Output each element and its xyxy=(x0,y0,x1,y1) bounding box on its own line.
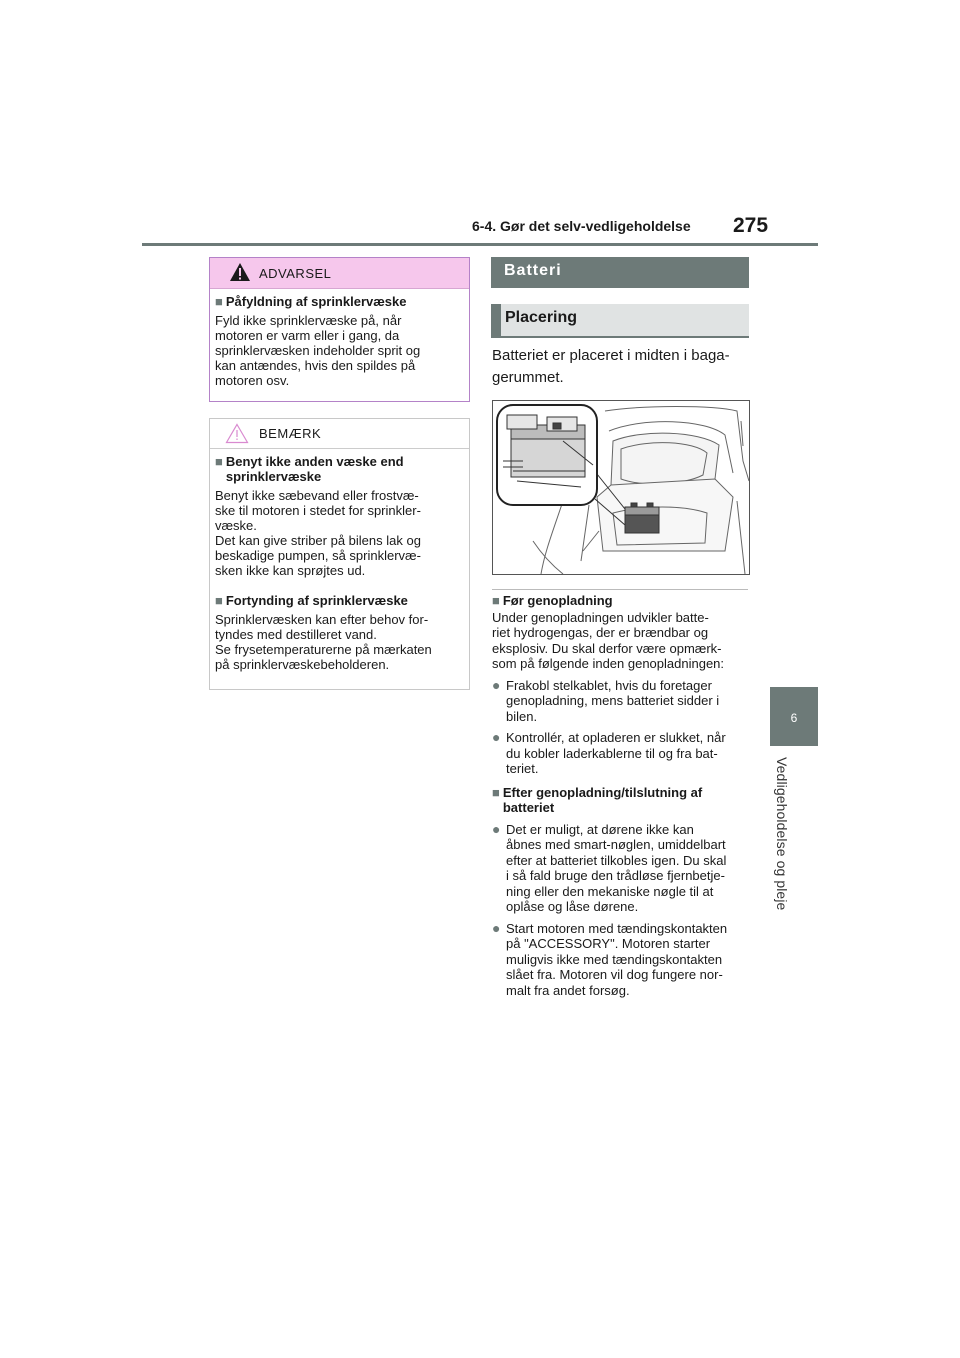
trunk-battery-drawing xyxy=(493,401,749,574)
square-bullet-icon: ■ xyxy=(492,784,500,800)
circle-bullet-icon: ● xyxy=(492,919,501,936)
square-bullet-icon: ■ xyxy=(215,593,223,608)
list-item: ● Kontrollér, at opladeren er slukket, når du kobler laderkablerne til og fra bat- teriet. xyxy=(492,729,726,776)
charging-instructions xyxy=(492,593,754,998)
chapter-label: Vedligeholdelse og pleje xyxy=(774,757,790,911)
warning-body: Fyld ikke sprinklervæske på, når motoren er varm eller i gang, da sprinklervæsken indeholder sprit og kan antændes, hvis den spildes på motoren osv. xyxy=(215,313,421,388)
notice-header xyxy=(210,419,469,449)
warning-title: ADVARSEL xyxy=(259,266,332,281)
warning-header xyxy=(210,258,469,289)
section-title: 6-4. Gør det selv-vedligeholdelse xyxy=(472,218,691,234)
subsection-heading: Placering xyxy=(505,309,578,326)
circle-bullet-icon: ● xyxy=(492,820,501,837)
caution-triangle-icon xyxy=(225,423,249,444)
section-heading: Batteri xyxy=(504,262,562,279)
list-item: ● Det er muligt, at dørene ikke kan åbnes med smart-nøglen, umiddelbart efter at batteriet tilkobles igen. Du skal i så fald bruge den trådløse fjernbetje- ning eller den mekaniske nøgle til at oplåse og låse dørene. xyxy=(492,820,727,914)
warning-heading: ■ Påfyldning af sprinklervæske xyxy=(215,294,407,309)
notice-box xyxy=(209,418,470,690)
notice-body-1: Benyt ikke sæbevand eller frostvæ- ske til motoren i stedet for sprinkler- væske. Det kan give striber på bilens lak og beskadige pumpen, så sprinklervæ- sken ikke kan sprøjtes ud. xyxy=(215,488,421,578)
battery-location-illustration xyxy=(492,400,750,575)
subsection-accent xyxy=(491,304,501,338)
notice-title: BEMÆRK xyxy=(259,426,322,441)
square-bullet-icon: ■ xyxy=(492,593,500,608)
list-item: ● Start motoren med tændingskontakten på "ACCESSORY". Motoren starter muligvis ikke med tændingskontakten slået fra. Motoren vil dog fungere nor- malt fra andet forsøg. xyxy=(492,919,728,998)
warning-triangle-icon xyxy=(229,262,251,282)
chapter-tab xyxy=(770,687,818,746)
square-bullet-icon: ■ xyxy=(215,294,223,309)
notice-heading-1: ■ Benyt ikke anden væske end sprinklervæske xyxy=(215,454,404,484)
header-rule xyxy=(142,243,818,246)
warning-box xyxy=(209,257,470,402)
circle-bullet-icon: ● xyxy=(492,676,501,693)
circle-bullet-icon: ● xyxy=(492,729,501,745)
notice-heading-2: ■ Fortynding af sprinklervæske xyxy=(215,593,408,608)
intro-text: Batteriet er placeret i midten i baga- gerummet. xyxy=(492,347,730,386)
before-charging-body: Under genopladningen udvikler batte- riet hydrogengas, der er brændbar og eksplosiv. Du skal derfor være opmærk- som på følgende inden genopladningen: xyxy=(492,609,725,671)
notice-body-2: Sprinklervæsken kan efter behov for- tyndes med destilleret vand. Se frysetemperaturerne på mærkaten på sprinklervæskebeholderen. xyxy=(215,612,432,672)
list-item: ● Frakobl stelkablet, hvis du foretager genopladning, mens batteriet sidder i bilen. xyxy=(492,676,720,724)
after-charging-heading: ■ Efter genopladning/tilslutning af batteriet xyxy=(492,784,703,815)
page-number: 275 xyxy=(733,214,769,237)
chapter-number: 6 xyxy=(790,711,798,725)
figure-rule xyxy=(492,589,748,590)
before-charging-heading: ■ Før genopladning xyxy=(492,593,613,608)
square-bullet-icon: ■ xyxy=(215,454,223,469)
